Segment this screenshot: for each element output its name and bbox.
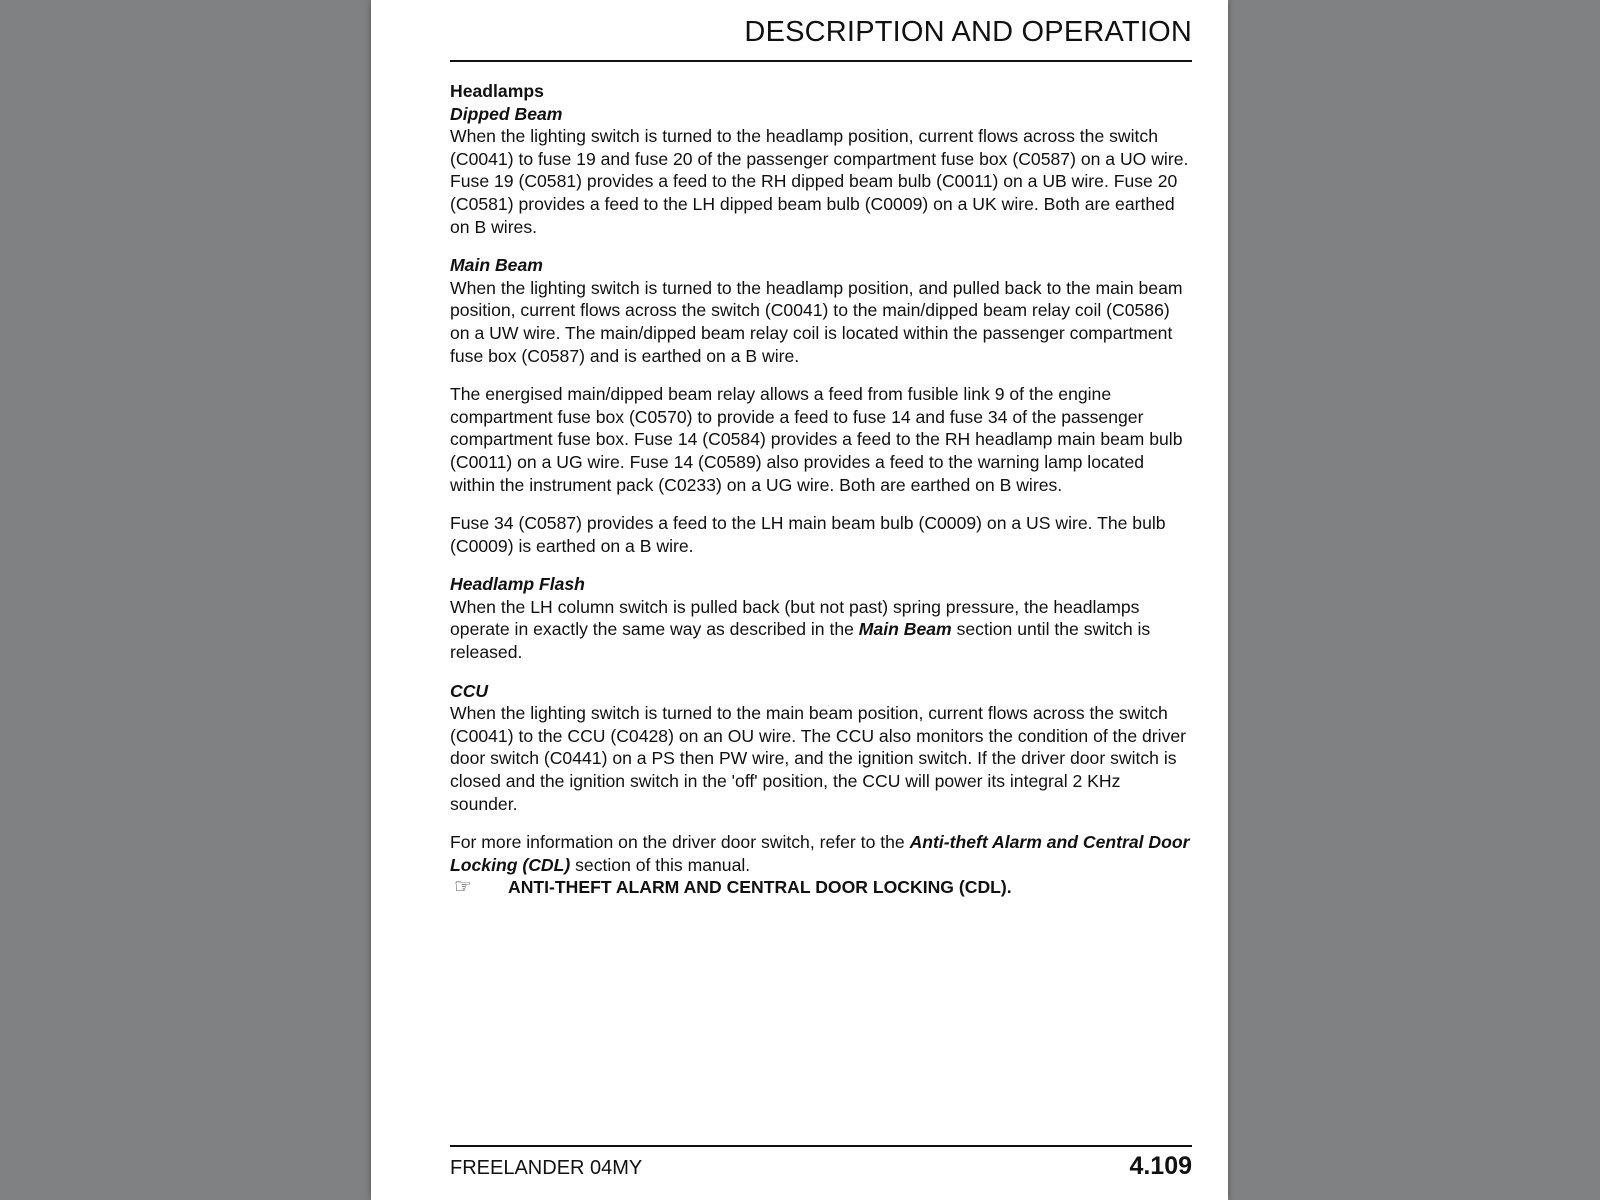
page-content [450,80,1192,899]
cross-reference-link[interactable] [450,876,1192,899]
more-info-paragraph [450,831,1192,876]
header-divider [450,60,1192,62]
document-page [371,0,1228,1200]
dipped-beam-heading: Dipped Beam [450,103,563,124]
headlamp-flash-text-after: section until the switch is released. [450,619,1151,663]
cdl-reference: Anti-theft Alarm and Central Door Locking (CDL) [450,832,1190,875]
ccu-heading: CCU [450,680,489,701]
footer-divider [450,1145,1192,1147]
more-info-text-after: section of this manual. [570,854,751,875]
headlamp-flash-heading: Headlamp Flash [450,574,585,595]
main-beam-paragraph-3: Fuse 34 (C0587) provides a feed to the LH main beam bulb (C0009) on a US wire. The bulb (C0009) is earthed on a B wire. [450,513,1166,556]
ccu-paragraph: When the lighting switch is turned to the main beam position, current flows across the switch (C0041) to the CCU (C0428) on an OU wire. The CCU also monitors the condition of the driver door switch (C0441) on a PS then PW wire, and the ignition switch. If the driver door switch is closed and the ignition switch in the 'off' position, the CCU will power its integral 2 KHz sounder. [450,703,1187,814]
section-title: Headlamps [450,81,544,101]
page-title: DESCRIPTION AND OPERATION [744,16,1192,48]
cross-reference-text: ANTI-THEFT ALARM AND CENTRAL DOOR LOCKING (CDL). [508,877,1012,898]
footer-model: FREELANDER 04MY [450,1157,643,1179]
more-info-text-before: For more information on the driver door switch, refer to the [450,832,910,853]
page-number: 4.109 [1129,1152,1192,1180]
dipped-beam-paragraph: When the lighting switch is turned to the headlamp position, current flows across the switch (C0041) to fuse 19 and fuse 20 of the passenger compartment fuse box (C0587) on a UO wire. Fuse 19 (C0581) provides a feed to the RH dipped beam bulb (C0011) on a UB wire. Fuse 20 (C0581) provides a feed to the LH dipped beam bulb (C0009) on a UK wire. Both are earthed on B wires. [450,126,1189,237]
main-beam-heading: Main Beam [450,255,543,276]
main-beam-paragraph-2: The energised main/dipped beam relay allows a feed from fusible link 9 of the engine compartment fuse box (C0570) to provide a feed to fuse 14 and fuse 34 of the passenger compartment fuse box. Fuse 14 (C0584) provides a feed to the RH headlamp main beam bulb (C0011) on a UG wire. Fuse 14 (C0589) also provides a feed to the warning lamp located within the instrument pack (C0233) on a UG wire. Both are earthed on B wires. [450,384,1183,495]
headlamp-flash-text-before: When the LH column switch is pulled back (but not past) spring pressure, the headlamps operate in exactly the same way as described in the [450,596,1140,640]
main-beam-paragraph-1: When the lighting switch is turned to the headlamp position, and pulled back to the main beam position, current flows across the switch (C0041) to the main/dipped beam relay coil (C0586) on a UW wire. The main/dipped beam relay coil is located within the passenger compartment fuse box (C0587) and is earthed on a B wire. [450,277,1183,366]
pointing-hand-icon: ☞ [454,876,472,899]
headlamp-flash-paragraph [450,596,1192,664]
main-beam-reference: Main Beam [858,619,952,640]
